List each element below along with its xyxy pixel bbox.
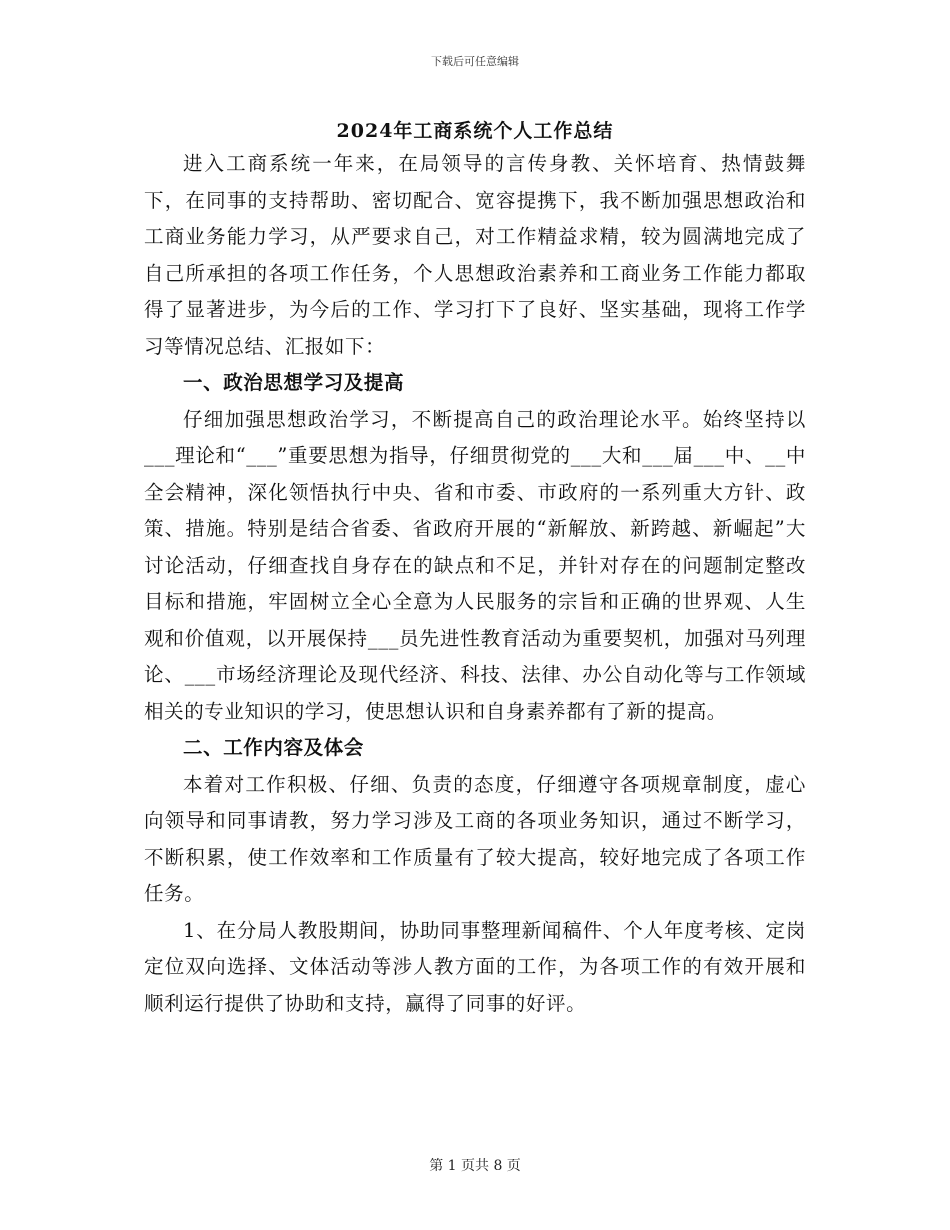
document-title: 2024年工商系统个人工作总结 xyxy=(336,120,614,142)
section-heading-2: 二、工作内容及体会 xyxy=(183,736,364,759)
page-footer: 第 1 页共 8 页 xyxy=(429,1158,521,1174)
section-2-item-1: 1、在分局人教股期间，协助同事整理新闻稿件、个人年度考核、定岗定位双向选择、文体活动等涉人教方面的工作，为各项工作的有效开展和顺利运行提供了协助和支持，赢得了同事的好评。 xyxy=(144,918,806,1015)
section-2-paragraph: 本着对工作积极、仔细、负责的态度，仔细遵守各项规章制度，虚心向领导和同事请教，努力学习涉及工商的各项业务知识，通过不断学习，不断积累，使工作效率和工作质量有了较大提高，较好地完成了各项工作任务。 xyxy=(144,772,806,905)
section-heading-1: 一、政治思想学习及提高 xyxy=(183,371,405,394)
header-note: 下载后可任意编辑 xyxy=(431,55,519,68)
intro-paragraph: 进入工商系统一年来，在局领导的言传身教、关怀培育、热情鼓舞下，在同事的支持帮助、密切配合、宽容提携下，我不断加强思想政治和工商业务能力学习，从严要求自己，对工作精益求精，较为圆满地完成了自己所承担的各项工作任务，个人思想政治素养和工商业务工作能力都取得了显著进步，为今后的工作、学习打下了良好、坚实基础，现将工作学习等情况总结、汇报如下： xyxy=(144,152,806,358)
section-1-paragraph: 仔细加强思想政治学习，不断提高自己的政治理论水平。始终坚持以___理论和“___”重要思想为指导，仔细贯彻党的___大和___届___中、__中全会精神，深化领悟执行中央、省和市委、市政府的一系列重大方针、政策、措施。特别是结合省委、省政府开展的“新解放、新跨越、新崛起”大讨论活动，仔细查找自身存在的缺点和不足，并针对存在的问题制定整改目标和措施，牢固树立全心全意为人民服务的宗旨和正确的世界观、人生观和价值观，以开展保持___员先进性教育活动为重要契机，加强对马列理论、___市场经济理论及现代经济、科技、法律、办公自动化等与工作领域相关的专业知识的学习，使思想认识和自身素养都有了新的提高。 xyxy=(144,407,806,723)
document-body xyxy=(144,146,806,1022)
